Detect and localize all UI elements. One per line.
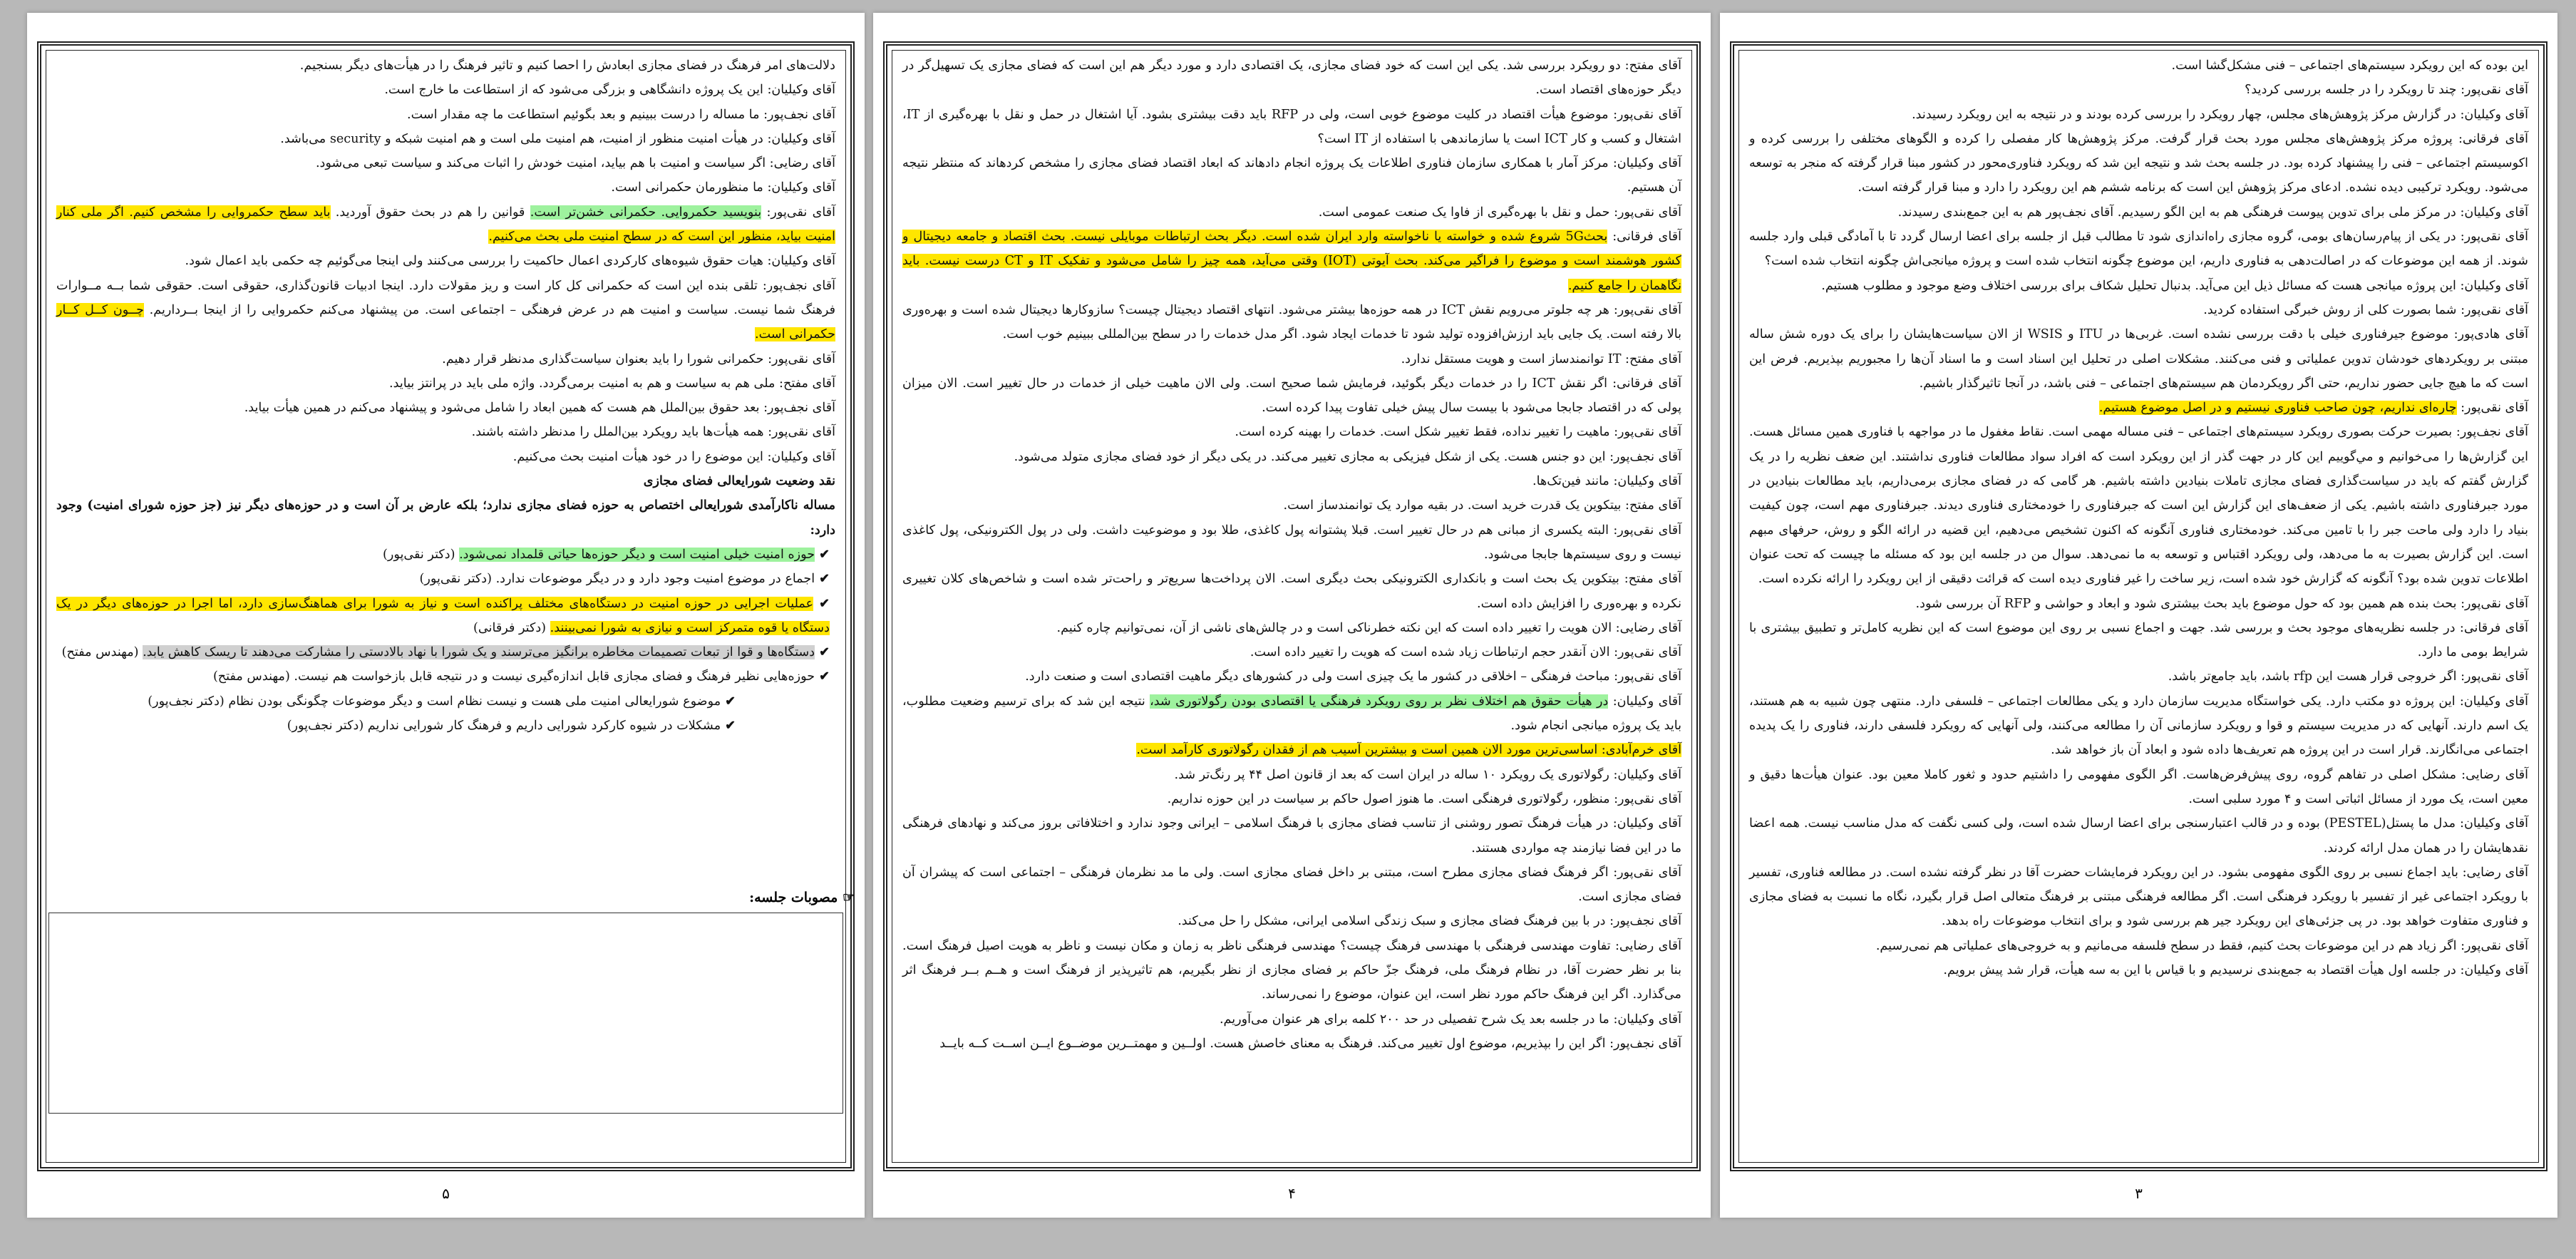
text-run: آقای رضایی: مشکل اصلی در تفاهم گروه، روی پیش‌فرض‌هاست. اگر الگوی مفهومی را داشتیم حدود و ثغور کاملا معین بود. عنوان هیأت‌ها دقیق و معین است، یک مورد از مسائل اثباتی است و ۴ مورد سلبی است. — [1749, 767, 2528, 806]
text-run: آقای فرقانی: اگر نقش ICT را در خدمات دیگر بگوئید، فرمایش شما صحیح است. ولی الان ماهیت خیلی از خدمات در حال تغییر است. الان میزان پولی که در اقتصاد جابجا می‌شود با بیست سال پیش خیلی تفاوت پیدا کرده است. — [902, 376, 1681, 416]
text-run: آقای وکیلیان: مدل ما پستل(PESTEL) بوده و در قالب اعتبارسنجی برای اعضا ارسال شده است، ولی کسی نگفت که مدل مناسب نیست. همه اعضا نقدهایشان را در همان مدل ارائه کردند. — [1749, 816, 2528, 855]
dialogue-line — [902, 567, 1681, 616]
dialogue-line — [902, 103, 1681, 152]
dialogue-block — [1749, 53, 2528, 982]
text-run: آقای وکیلیان: هیات حقوق شیوه‌های کارکردی اعمال حاکمیت را بررسی می‌کنند ولی اینجا می‌گوئیم چه حکمی باید اعمال شود. — [185, 254, 835, 269]
text-run: آقای نجف‌پور: در با بین فرهنگ فضای مجازی و سبک زندگی اسلامی ایرانی، مشکل را حل می‌کند. — [1178, 914, 1681, 929]
dialogue-line — [902, 1007, 1681, 1032]
dialogue-line — [902, 689, 1681, 739]
highlighted-text: بحث5G شروع شده و خواسته یا ناخواسته وارد ایران شده است. دیگر بحث ارتباطات موبایلی نیست. بحث اقتصاد و جامعه دیجیتال و کشور هوشمند است و موضوع را فراگیر می‌کند. بحث آیوتی (IOT) وقتی می‌آید، همه چیز را شامل می‌شود و تفکیک IT و CT درست نیست. باید نگاهمان را جامع کنیم. — [902, 230, 1681, 293]
bullet-item — [56, 664, 830, 689]
text-run: آقای نقی‌پور: شما بصورت کلی از روش خبرگی استفاده کردید. — [2203, 302, 2528, 317]
dialogue-line — [902, 640, 1681, 664]
page-number: ۵ — [442, 1185, 450, 1202]
text-run: آقای هادی‌پور: موضوع جیرفناوری خیلی با دقت بررسی نشده است. غربی‌ها در ITU و WSIS از الان سیاست‌هایشان را برای یک دوره شش ساله مبتنی بر رویکردهای خودشان تدوین عملیاتی و فنی می‌کنند. مشکلات اصلی در تحلیل این اسناد است و ما اسناد آن‌ها را مجبوریم بپذیریم. فرض این است که ما هیچ جایی حضور نداریم، حتی اگر رویکردمان هم سیستم‌های اجتماعی – فنی باشد، در آنجا تاثیرگذار باشیم. — [1749, 327, 2529, 391]
approvals-section — [37, 884, 855, 1114]
dialogue-line — [1749, 664, 2528, 689]
text-run: آقای نقی‌پور: چند تا رویکرد را در جلسه بررسی کردید؟ — [2245, 83, 2528, 98]
dialogue-line — [902, 909, 1681, 933]
bullet-item — [56, 567, 830, 591]
text-run: آقای وکیلیان: این موضوع را در خود هیأت امنیت بحث می‌کنیم. — [512, 449, 835, 464]
dialogue-line — [902, 811, 1681, 860]
dialogue-line — [902, 763, 1681, 787]
dialogue-line — [1749, 958, 2528, 982]
dialogue-line — [902, 616, 1681, 640]
dialogue-line — [1749, 53, 2528, 78]
text-run: آقای نجف‌پور: بصیرت حرکت بصوری رویکرد سیستم‌های اجتماعی – فنی مساله مهمی است. نقاط مغفول ما در مواجهه با فناوری همین مسائل هست. این گزارش‌ها را می‌خوانیم و مي‌گوییم این کار در جهت گذر از این رویکرد است که افراد سواد مطالعات فناوری نداشتند. این ضعف نظریه را در یک گزارش گفتم که باید در سیاست‌گذاری فضای مجازی تاملات بنیادین داشته باشیم. هر گامی که در فضای مجازی برمی‌داریم، باید مطالعات بنیادین در مورد جبرفناوری داشته باشیم. یکی از ضعف‌های این گزارش این است که جبرفناوری را خودمختاری فناوری دیدند. جبرفناوری مهم است، چون کیفیت بنیاد را دارد ولی ماحت جبر را با تامین می‌کند. خودمختاری فناوری آنگونه که ا‌کنون تشخیص می‌دهیم، این قضیه در ارائه الگو و روش، حرفهای مبهم است. این گزارش بصیرت به ما می‌دهد، ولی رویکرد اقتباس و توسعه به ما نمی‌دهد. سوال من در جلسه این بود که مسئله ما چیست که تحت عنوان اطلاعات تدوین شده بود؟ آنگونه که گزارش خود شده است، زیر ساخت را غیر فناوری دیده است که قرائت دقیقی از این رویکرد را ارائه نکرده است. — [1749, 425, 2528, 587]
text-run: آقای نقی‌پور: — [761, 205, 835, 220]
text-run: آقای فرقانی: پروژه مرکز پژوهش‌های مجلس مورد بحث قرار گرفت. مرکز پژوهش‌ها کار مفصلی را کرده و الگوهای مختلفی را بررسی کرده و اکوسیستم اجتماعی – فنی را پیشنهاد کرده بود. در جلسه بحث شد و نتیجه این شد که رویکرد فناوری‌محور در کشور مبنا قرار گرفته که منجر به توسعه می‌شود. رویکرد ترکیبی دیده نشده. ادعای مرکز پژوهش این است که برنامه ششم هم این رویکرد را دارد و مبنا قرار گرفته است. — [1749, 131, 2528, 195]
text-run: این بوده که این رویکرد سیستم‌های اجتماعی – فنی مشکل‌گشا است. — [2171, 58, 2528, 73]
dialogue-line — [902, 151, 1681, 200]
text-run: آقای نجف‌پور: این دو جنس هست. یکی از شکل فیزیکی به مجازی تغییر می‌کند. در یکی دیگر از خود فضای مجازی متولد می‌شود. — [1014, 449, 1681, 464]
dialogue-line — [1749, 396, 2528, 420]
dialogue-line — [902, 664, 1681, 689]
bullet-item — [56, 640, 830, 664]
text-run: آقای فرقانی: — [1607, 230, 1681, 245]
dialogue-line — [902, 420, 1681, 444]
dialogue-line — [1749, 127, 2528, 200]
text-run: آقای مفتح: بیتکوین یک بحث است و بانکداری الکترونیکی بحث دیگری است. الان پرداخت‌ها سریع‌تر و راحت‌تر شده است و شاخص‌های کلان تغییری نکرده و بهره‌وری را افزایش داده است. — [902, 572, 1681, 611]
dialogue-line — [1749, 78, 2528, 102]
text-run: آقای نجف‌پور: بعد حقوق بین‌الملل هم هست که همین ابعاد را شامل می‌شود و پیشنهاد می‌کنم در همین هیأت بیاید. — [244, 401, 835, 416]
page-number: ۴ — [1288, 1185, 1296, 1202]
dialogue-block — [56, 53, 835, 493]
text-run: آقای وکیلیان: رگولاتوری یک رویکرد ۱۰ ساله در ایران است که بعد از قانون اصل ۴۴ پر رنگ‌تر شد. — [1174, 767, 1681, 782]
dialogue-line — [56, 175, 835, 200]
text-run: آقای رضایی: الان هویت را تغییر داده است که این نکته خطرناکی است و در چالش‌های ناشی از آن، نمی‌توانیم چاره کنیم. — [1056, 620, 1681, 635]
text-run: آقای نقی‌پور: حکمرانی شورا را باید بعنوان سیاست‌گذاری مدنظر قرار دهیم. — [442, 351, 835, 366]
text-run: آقای نقی‌پور: بحث بنده هم همین بود که حول موضوع باید بحث بیشتری شود و ابعاد و حواشی و RFP آن بررسی شود. — [1915, 596, 2528, 611]
page-4 — [873, 13, 1711, 1218]
dialogue-line — [902, 445, 1681, 469]
page-number: ۳ — [2135, 1185, 2143, 1202]
text-run: آقای نقی‌پور: در یکی از پیام‌رسان‌های بومی، گروه مجازی راه‌اندازی شود تا مطالب قبل از جلسه برای اعضا ارسال گردد تا با آمادگی قبلی وارد جلسه شوند. از همه این موضوعات که در اصالت‌دهی به فناوری داریم، این موضوع چگونه انتخاب شده است و پروژه میانجی‌اش چگونه انتخاب شده است؟ — [1749, 230, 2528, 269]
dialogue-line — [902, 493, 1681, 518]
text-run: آقای وکیلیان: مانند فین‌تک‌ها. — [1532, 474, 1681, 489]
dialogue-line — [1749, 420, 2528, 591]
text-run: نقد وضعیت شورایعالی فضای مجازی — [643, 473, 835, 489]
text-run: آقای وکیلیان: ما در جلسه بعد یک شرح تفصیلی در حد ۲۰۰ کلمه برای هر عنوان می‌آوریم. — [1219, 1012, 1681, 1027]
page-border — [883, 41, 1701, 1171]
dialogue-line — [56, 371, 835, 396]
text-run: نتیجه این شد که برای ترسیم وضعیت مطلوب، باید یک پروژه میانجی انجام شود. — [902, 694, 1681, 734]
dialogue-line — [1749, 274, 2528, 298]
text-run: آقای نقی‌پور: — [2456, 401, 2528, 416]
dialogue-line — [1749, 225, 2528, 274]
dialogue-line — [902, 787, 1681, 811]
dialogue-line — [902, 53, 1681, 103]
text-run: آقای وکیلیان: در هیأت امنیت منظور از امنیت، هم امنیت ملی است و هم امنیت شبکه و security می‌باشد. — [280, 131, 835, 146]
issue-bullets — [56, 543, 835, 689]
dialogue-line — [56, 127, 835, 151]
highlighted-text: آقای خرم‌آبادی: اساسی‌ترین مورد الان همین است و بیشترین آسیب هم از فقدان رگولاتوری کارآمد است. — [1136, 743, 1681, 758]
dialogue-line — [56, 445, 835, 469]
text-run: آقای وکیلیان: در جلسه اول هیأت اقتصاد به جمع‌بندی نرسیدیم و با قیاس با این به سه هیأت، قرار شد پیش برویم. — [1943, 962, 2528, 977]
highlighted-text: چاره‌ای نداریم، چون صاحب فناوری نیستیم و در اصل موضوع هستیم. — [2098, 401, 2457, 416]
hashtag-icon: ☞ — [842, 890, 855, 905]
dialogue-line — [1749, 298, 2528, 322]
text-run: آقای نجف‌پور: اگر این را بپذیریم، موضوع اول تغییر می‌کند. فرهنگ به معنای خاصش هست. اولــین و مهمتــرین موضــوع ایــن اســت کــه بایــد — [939, 1036, 1681, 1051]
text-run: (دکتر نقی‌پور) — [383, 547, 460, 562]
text-run: آقای نقی‌پور: منظور، رگولاتوری فرهنگی است. ما هنوز اصول حاکم بر سیاست در این حوزه نداریم. — [1167, 791, 1681, 806]
text-run: آقای وکیلیان: در مرکز ملی برای تدوین پیوست فرهنگی هم به این الگو رسیدیم. آقای نجف‌پور هم به این جمع‌بندی رسیدند. — [1897, 205, 2528, 220]
issue-sub-bullets — [56, 689, 835, 739]
highlighted-text: عملیات اجرایی در حوزه امنیت در دستگاه‌های مختلف پراکنده است و نیاز به شورا برای هماهنگ‌سازی دارد، اما اجرا در حوزه‌های دیگر در یک دستگاه یا قوه متمرکز است و نیازی به شورا نمی‌بینند. — [56, 596, 830, 635]
dialogue-line — [902, 469, 1681, 493]
dialogue-line — [902, 1032, 1681, 1056]
text-run: آقای نقی‌پور: ماهیت را تغییر نداده، فقط تغییر شکل است. خدمات را بهینه کرده است. — [1235, 425, 1681, 440]
dialogue-block — [902, 53, 1681, 1056]
dialogue-line — [1749, 592, 2528, 616]
dialogue-line — [56, 274, 835, 347]
text-run: آقای مفتح: دو رویکرد بررسی شد. یکی این است که خود فضای مجازی، یک اقتصادی دارد و مورد دیگر هم این است که فضای مجازی یک تسهیل‌گر در دیگر حوزه‌های اقتصاد است. — [902, 58, 1681, 98]
dialogue-line — [902, 200, 1681, 225]
dialogue-line — [1749, 200, 2528, 225]
highlighted-text: در هیأت حقوق هم اختلاف نظر بر روی رویکرد فرهنگی یا اقتصادی بودن رگولاتوری شد، — [1150, 694, 1609, 709]
highlighted-text: دستگاه‌ها و قوا از تبعات تصمیمات مخاطره برانگیز می‌ترسند و یک شورا با نهاد بالادستی را مشارکت می‌دهند تا ریسک کاهش یابد. — [143, 645, 815, 660]
text-run: آقای نقی‌پور: اگر خروجی قرار هست این rfp باشد، باید جامع‌تر باشد. — [2168, 669, 2528, 684]
text-run: (دکتر فرقانی) — [473, 620, 550, 635]
highlighted-text: باید سطح حکمروایی را مشخص کنیم. اگر ملی کنار امنیت بیاید، منظور این است که در سطح امنیت ملی بحث می‌کنیم. — [56, 205, 835, 245]
text-run: قوانین را هم در بحث حقوق آوردید. — [330, 205, 530, 220]
dialogue-line — [56, 151, 835, 175]
dialogue-line — [902, 518, 1681, 567]
text-run: آقای نجف‌پور: تلقی بنده این است که حکمرانی کل کار است و ریز مقولات دارد. اینجا ادبیات قانون‌گذاری، حقوقی است. حقوقی شما بــه مــوارات فرهنگ شما نیست. سیاست و امنیت هم در عرض فرهنگی – اجتماعی است. من پیشنهاد می‌کنم حکمروایی را از اینجا بــرداریم. — [56, 278, 835, 317]
sub-bullet-item: ✔ موضوع شورایعالی امنیت ملی هست و نیست نظام است و دیگر موضوعات چگونگی بودن نظام (دکتر نجف‌پور) — [56, 689, 736, 714]
dialogue-line — [902, 298, 1681, 347]
text-run: آقای نقی‌پور: اگر فرهنگ فضای مجازی مطرح است، مبتنی بر داخل فضای مجازی است. ولی ما مد نظرمان فرهنگی – اجتماعی است که پیشران آن فضای مجازی است. — [902, 865, 1681, 905]
text-run: آقای رضایی: اگر سیاست و امنیت با هم بیاید، امنیت خودش را اثبات می‌کند و سیاست تبعی می‌شود. — [315, 156, 835, 171]
text-run: آقای رضایی: تفاوت مهندسی فرهنگی با مهندسی فرهنگ چیست؟ مهندسی فرهنگی ناظر به زمان و مکان نیست و ناظر به هویت اصیل فرهنگ است. بنا بر نظر حضرت آقا، در نظام فرهنگ ملی، فرهنگ جزّ حاکم بر فضای مجازی از نظر بگیریم، هم تاثیرپذیر از فرهنگ است و هــم بــر فرهنگ اثر می‌گذارد. اگر این فرهنگ حاکم مورد نظر است، این عنوان، موضوع را نمی‌رساند. — [902, 938, 1681, 1002]
dialogue-line — [1749, 811, 2528, 860]
text-run: آقای فرقانی: در جلسه نظریه‌های موجود بحث و بررسی شد. جهت و اجماع نسبی بر روی این موضوع است که این نظریه کامل‌تر و تطبیق بیشتری با شرایط بومی ما دارد. — [1749, 620, 2528, 660]
dialogue-line — [1749, 860, 2528, 934]
section-heading — [56, 469, 835, 493]
text-run: آقای وکیلیان: ما منظورمان حکمرانی است. — [611, 180, 835, 195]
dialogue-line — [902, 347, 1681, 371]
dialogue-line — [56, 396, 835, 420]
dialogue-line — [902, 738, 1681, 762]
dialogue-line — [56, 249, 835, 273]
text-run: آقای نقی‌پور: مباحث فرهنگی – اخلاقی در کشور ما یک چیزی است ولی در کشورهای دیگر ماهیت اقتصادی است و صنعت دارد. — [1025, 669, 1681, 684]
dialogue-line — [56, 78, 835, 102]
text-run: (مهندس مفتح) — [61, 645, 143, 660]
dialogue-line — [1749, 934, 2528, 958]
text-run: آقای وکیلیان: این پروژه دو مکتب دارد. یکی خواستگاه مدیریت سازمان دارد و یکی مطالعات اجتماعی – فلسفی دارد. منتهی چون شبیه به هم هستند، یک اسم دارند. آنهایی که در مدیریت سیستم و قوا و رویکرد سازمانی آن را مطالعه می‌کنند، ولی آنهایی که رویکرد فلسفی دارند، فناوری را یک پدیده اجتماعی می‌انگارند. قرار است در این پروژه هم تعریف‌ها داده شود و ابعاد آن باز خواهد شد. — [1749, 694, 2528, 758]
text-run: آقای نقی‌پور: موضوع هیأت اقتصاد در کلیت موضوع خوبی است، ولی در RFP باید دقت بیشتری بشود. آیا اشتغال در حمل و نقل با بهره‌گیری از IT، اشتغال و کسب و کار ICT است یا سازماندهی با استفاده از IT است؟ — [902, 107, 1682, 146]
dialogue-line — [1749, 689, 2528, 763]
dialogue-line — [1749, 763, 2528, 812]
dialogue-line — [56, 420, 835, 444]
page-content — [56, 53, 835, 738]
bullet-item — [56, 543, 830, 567]
dialogue-line — [1749, 616, 2528, 665]
text-run: آقای نقی‌پور: الان آنقدر حجم ارتباطات زیاد شده است که هویت را تغییر داده است. — [1250, 645, 1681, 660]
page-border — [1730, 41, 2547, 1171]
text-run: آقای نقی‌پور: هر چه جلوتر می‌رویم نقش ICT در همه حوزه‌ها بیشتر می‌شود. انتهای اقتصاد دیجیتال چیست؟ سازوکارها دیجیتال شده است و بهره‌وری بالا رفته است. یک جایی باید ارزش‌افزوده تولید شود تا خدمات ایجاد شود. اگر مدل خدمات را در سطح بین‌المللی ببینیم خوب است. — [902, 302, 1681, 342]
dialogue-line — [56, 200, 835, 250]
approvals-title: ☞ مصوبات جلسه: — [749, 890, 855, 905]
dialogue-line — [56, 347, 835, 371]
dialogue-line — [902, 934, 1681, 1007]
dialogue-line — [56, 53, 835, 78]
text-run: آقای نجف‌پور: ما مساله را درست ببینیم و بعد بگوئیم استطاعت ما چه مقدار است. — [406, 107, 835, 122]
sub-bullet-item: ✔ مشکلات در شیوه کارکرد شورایی داریم و فرهنگ کار شورایی نداریم (دکتر نجف‌پور) — [56, 714, 736, 738]
text-run: آقای مفتح: بیتکوین یک قدرت خرید است. در بقیه موارد یک توانمندساز است. — [1283, 498, 1681, 513]
text-run: اجماع در موضوع امنیت وجود دارد و در دیگر موضوعات ندارد. (دکتر نقی‌پور) — [419, 572, 815, 587]
text-run: آقای رضایی: باید اجماع نسبی بر روی الگوی مفهومی بشود. در این رویکرد فرمایشات حضرت آقا در نظر گرفته نشده است. در مطالعه فناوری، تفسیر با رویکرد اجتماعی غیر از تفسیر با رویکرد فرهنگی است. اگر مطالعه فرهنگی مبتنی بر فرهنگ متعالی اصل قرار بگیرد، نگاه ما نسبت به فضای مجازی و فناوری متفاوت خواهد بود. در پی جزئی‌های این رویکرد جیر هم بررسی شود و برای انتخاب موضوعات راه بدهد. — [1749, 865, 2528, 929]
text-run: آقای نقی‌پور: همه هیأت‌ها باید رویکرد بین‌الملل را مدنظر داشته باشند. — [471, 425, 835, 440]
dialogue-line — [56, 103, 835, 127]
dialogue-line — [902, 225, 1681, 298]
highlighted-text: چــون کــل کــار حکمرانی است. — [56, 302, 835, 342]
text-run: آقای نقی‌پور: البته یکسری از مبانی هم در حال تغییر است. قبلا پشتوانه پول کاغذی، طلا بود و موضوعیت داشت. ولی در پول الکترونیکی، پول کاغذی نیست و روی سیستم‌ها جابجا می‌شود. — [902, 523, 1681, 562]
dialogue-line — [902, 860, 1681, 910]
page-3 — [1720, 13, 2557, 1218]
text-run: آقای وکیلیان: این یک پروژه دانشگاهی و بزرگی می‌شود که از استطاعت ما خارج است. — [384, 83, 835, 98]
text-run: آقای وکیلیان: — [1608, 694, 1682, 709]
text-run: آقای وکیلیان: مرکز آمار با همکاری سازمان فناوری اطلاعات یک پروژه انجام دادهاند که ابعاد اقتصاد فضای مجازی را مشخص کردهاند که منتظر نتیجه آن هستیم. — [902, 156, 1681, 195]
highlighted-text: حوزه امنیت خیلی امنیت است و دیگر حوزه‌ها حیاتی قلمداد نمی‌شود. — [459, 547, 815, 562]
text-run: دلالت‌های امر فرهنگ در فضای مجازی ابعادش را احصا کنیم و تاثیر فرهنگ را در هیأت‌های دیگر بسنجیم. — [299, 58, 835, 73]
text-run: آقای وکیلیان: در هیأت فرهنگ تصور روشنی از تناسب فضای مجازی با فرهنگ اسلامی – ایرانی وجود ندارد و اختلافاتی بروز می‌کند و نهادهای فرهنگی ما در این فضا نیازمند چه مواردی هستند. — [902, 816, 1681, 855]
bullet-item — [56, 592, 830, 641]
text-run: آقای نقی‌پور: حمل و نقل با بهره‌گیری از فاوا یک صنعت عمومی است. — [1318, 205, 1681, 220]
approvals-box — [48, 913, 843, 1114]
dialogue-line — [902, 371, 1681, 421]
dialogue-line — [1749, 322, 2528, 396]
text-run: آقای مفتح: IT توانمندساز است و هویت مستقل ندارد. — [1401, 351, 1681, 366]
issue-statement: مساله ناکارآمدی شورایعالی اختصاص به حوزه فضای مجازی ندارد؛ بلکه عارض بر آن است و در حوزه‌های دیگر نیز (جز حوزه شورای امنیت) وجود دارد: — [56, 498, 835, 538]
text-run: آقای نقی‌پور: اگر زیاد هم در این موضوعات بحث کنیم، فقط در سطح فلسفه می‌مانیم و به خروجی‌های عملیاتی هم نمی‌رسیم. — [1875, 938, 2528, 953]
text-run: آقای مفتح: ملی هم به سیاست و هم به امنیت برمی‌گردد. واژه ملی باید در پرانتز بیاید. — [389, 376, 835, 391]
text-run: حوزه‌هایی نظیر فرهنگ و فضای مجازی قابل اندازه‌گیری نیست و در نتیجه قابل بازخواست هم نیست. (مهندس مفتح) — [212, 669, 815, 684]
highlighted-text: بنویسید حکمروایی. حکمرانی خشن‌تر است. — [530, 205, 762, 220]
text-run: آقای وکیلیان: این پروژه میانجی هست که مسائل ذیل این می‌آید. بدنبال تحلیل شکاف برای بررسی اختلاف وضع موجود و مطلوب هستیم. — [1821, 278, 2528, 293]
text-run: آقای وکیلیان: در گزارش مرکز پژوهش‌های مجلس، چهار رویکرد را بررسی کرده بودند و در نتیجه به این رویکرد رسیدند. — [1912, 107, 2528, 122]
dialogue-line — [1749, 103, 2528, 127]
